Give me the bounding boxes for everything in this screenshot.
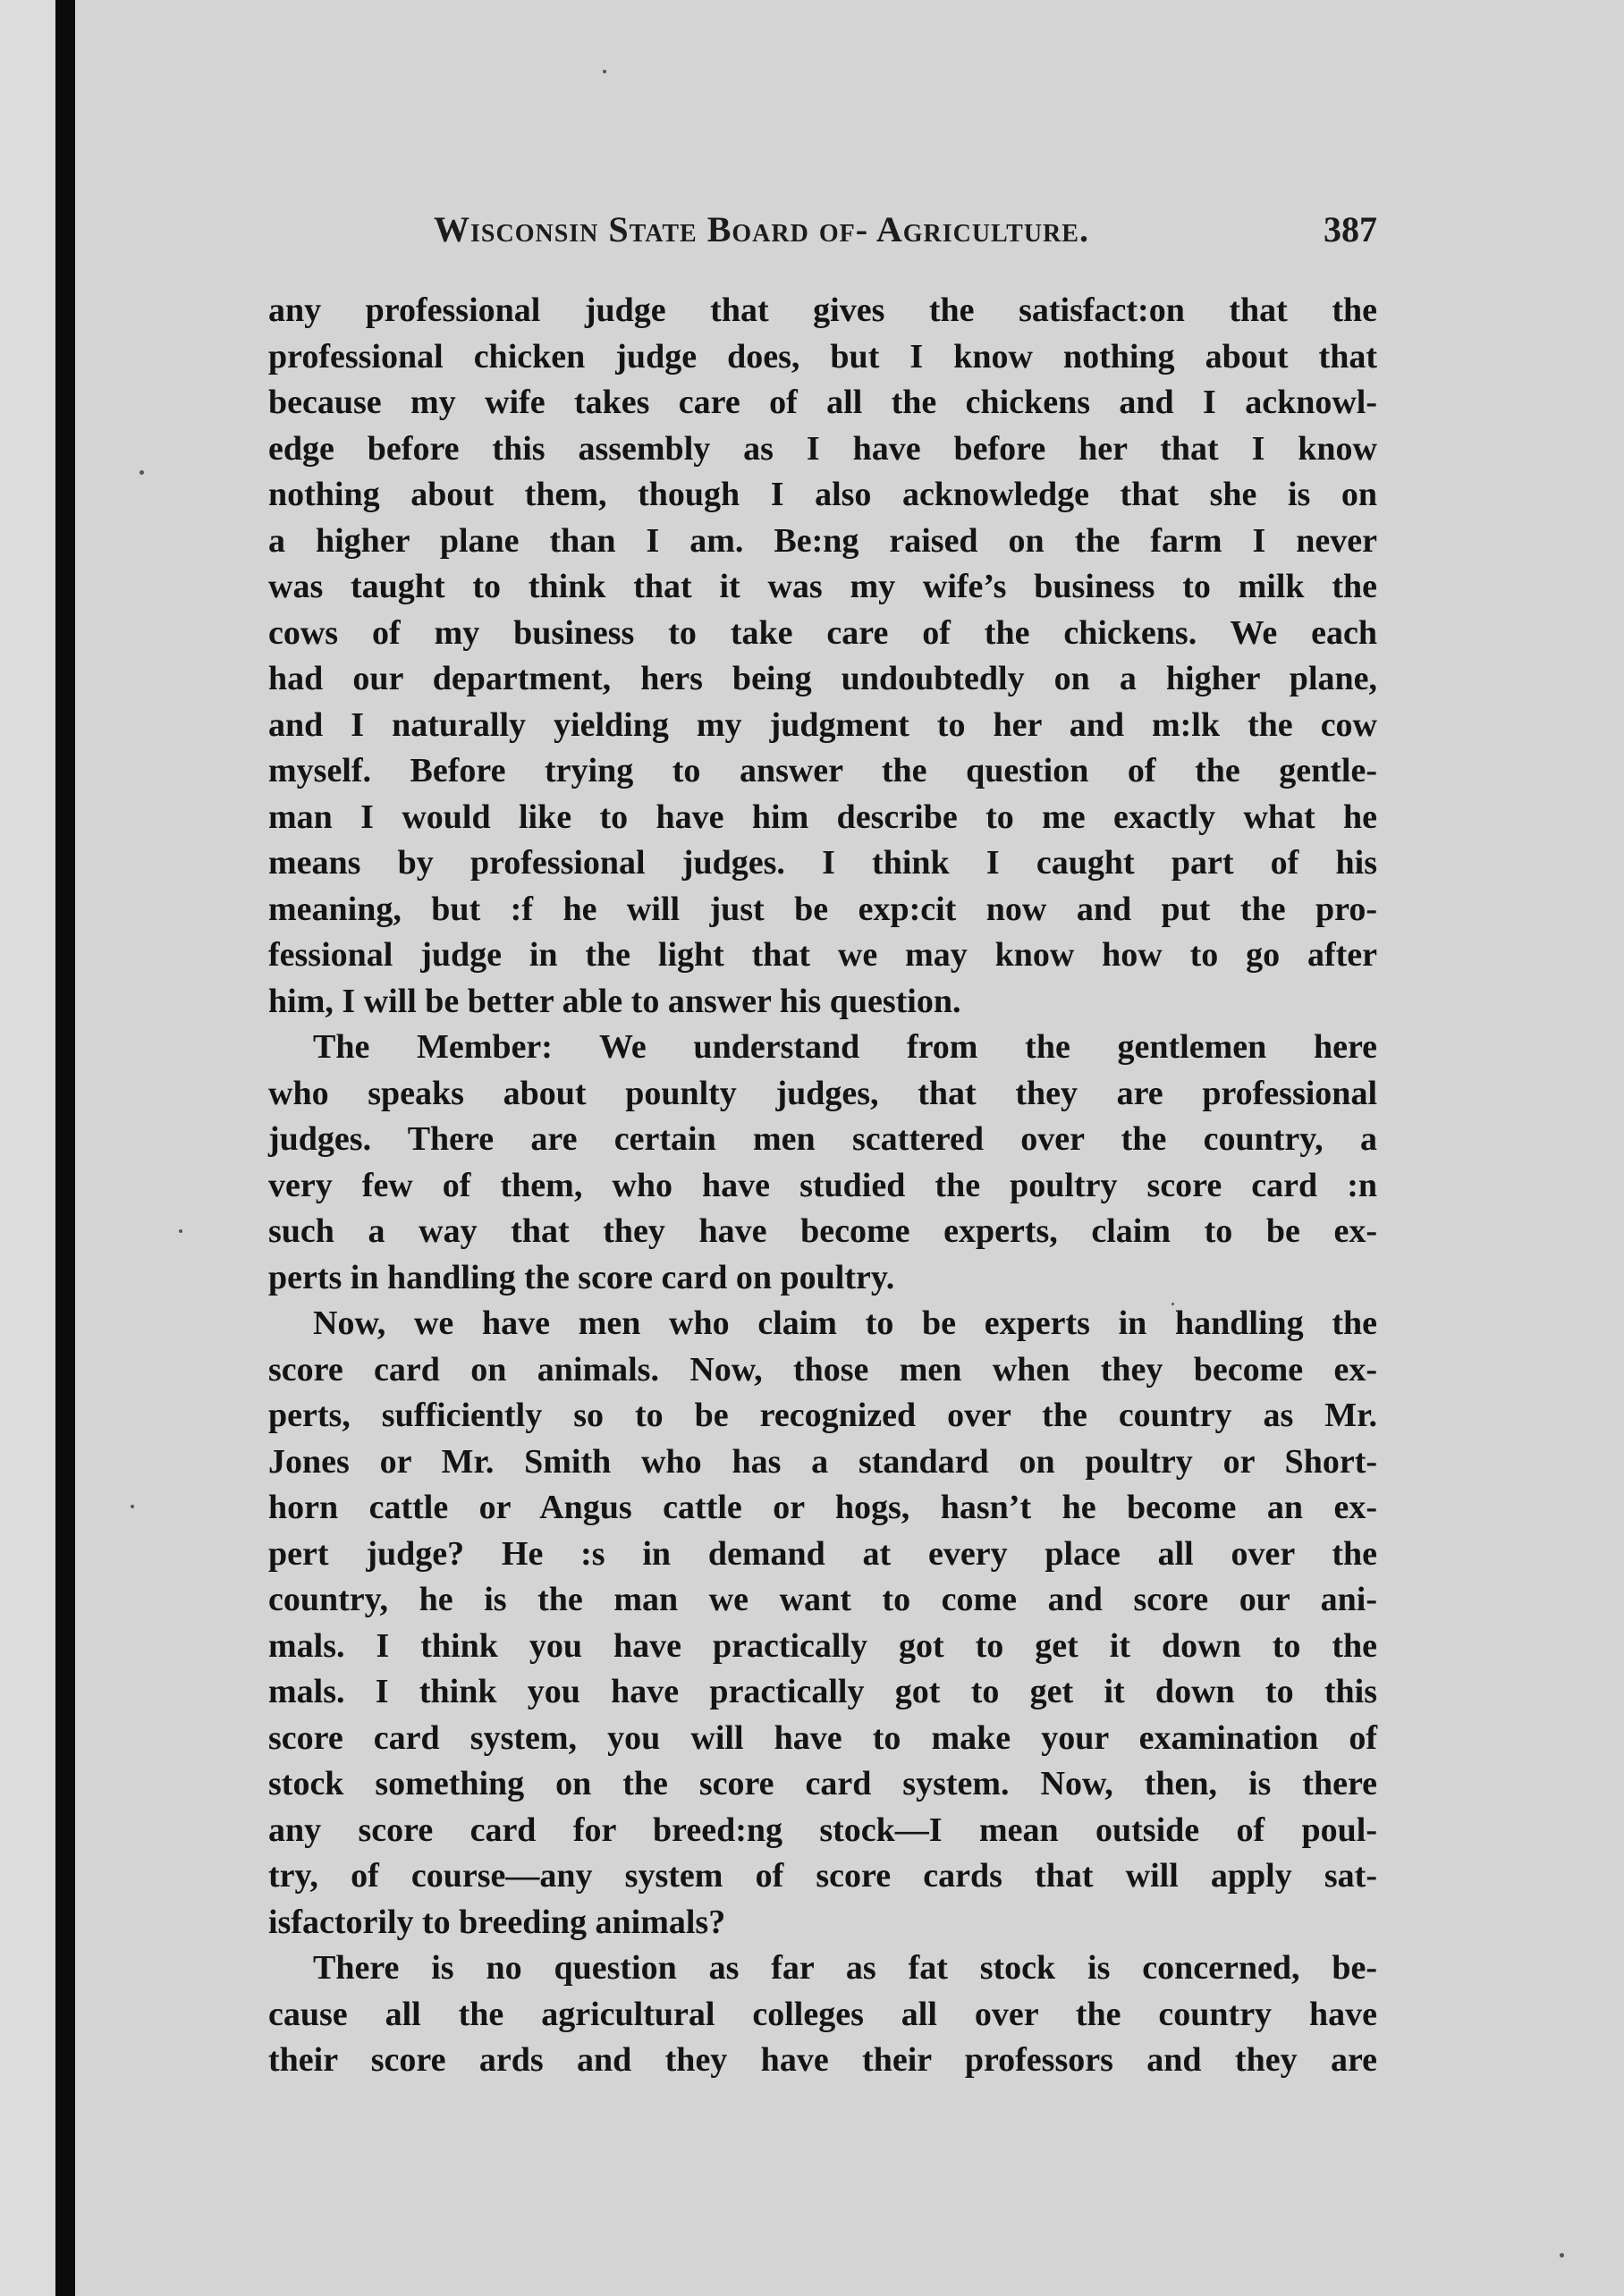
text-line: country, he is the man we want to come and score our ani- (268, 1581, 1377, 1618)
text-line: perts, sufficiently so to be recognized over the country as Mr. (268, 1397, 1377, 1434)
text-line: try, of course—any system of score cards that will apply sat- (268, 1857, 1377, 1895)
body-text (268, 288, 1377, 2084)
text-line: very few of them, who have studied the poultry score card :n (268, 1166, 1377, 1204)
speck (140, 470, 144, 475)
text-line: meaning, but :f he will just be exp:cit now and put the pro- (268, 890, 1377, 928)
text-line: perts in handling the score card on poultry. (268, 1258, 895, 1296)
text-line: because my wife takes care of all the chickens and I acknowl- (268, 384, 1377, 421)
text-line: horn cattle or Angus cattle or hogs, hasn’t he become an ex- (268, 1489, 1377, 1526)
text-line: such a way that they have become experts, claim to be ex- (268, 1212, 1377, 1250)
text-line: and I naturally yielding my judgment to her and m:lk the cow (268, 705, 1377, 744)
text-line: cows of my business to take care of the chickens. We each (268, 613, 1377, 652)
running-head (268, 208, 1377, 253)
text-line: him, I will be better able to answer his question. (268, 982, 961, 1020)
text-line: who speaks about pounlty judges, that they are professional (268, 1074, 1377, 1112)
text-line: professional chicken judge does, but I know nothing about that (268, 337, 1377, 376)
text-line: nothing about them, though I also acknowledge that she is on (268, 476, 1377, 513)
text-line: fessional judge in the light that we may know how to go after (268, 936, 1377, 974)
page-number: 387 (1324, 209, 1377, 249)
text-line: myself. Before trying to answer the question of the gentle- (268, 752, 1377, 789)
text-line: isfactorily to breeding animals? (268, 1903, 726, 1941)
running-title: Wisconsin State Board of- Agriculture. (434, 209, 1089, 249)
text-line: There is no question as far as fat stock is concerned, be- (313, 1949, 1377, 1987)
text-line: The Member: We understand from the gentlemen here (313, 1028, 1377, 1066)
gutter-shadow (55, 0, 75, 2296)
speck (131, 1505, 134, 1508)
text-line: any professional judge that gives the satisfact:on that the (268, 291, 1377, 329)
text-line: had our department, hers being undoubtedly on a higher plane, (268, 660, 1377, 697)
text-line: Jones or Mr. Smith who has a standard on poultry or Short- (268, 1442, 1377, 1481)
speck (603, 70, 606, 73)
text-line: man I would like to have him describe to me exactly what he (268, 798, 1377, 836)
text-line: mals. I think you have practically got to get it down to this (268, 1673, 1377, 1710)
text-line: Now, we have men who claim to be experts in handling the (313, 1304, 1377, 1342)
left-margin (0, 0, 55, 2296)
text-line: a higher plane than I am. Be:ng raised on the farm I never (268, 521, 1377, 560)
text-line: score card system, you will have to make your examination of (268, 1718, 1377, 1757)
text-line: mals. I think you have practically got to get it down to the (268, 1626, 1377, 1665)
text-line: stock something on the score card system. Now, then, is there (268, 1765, 1377, 1802)
text-line: was taught to think that it was my wife’s business to milk the (268, 568, 1377, 605)
speck (1560, 2253, 1564, 2258)
speck (179, 1229, 182, 1233)
text-line: any score card for breed:ng stock—I mean outside of poul- (268, 1811, 1377, 1849)
text-line: cause all the agricultural colleges all over the country have (268, 1995, 1377, 2033)
text-line: their score ards and they have their professors and they are (268, 2041, 1377, 2079)
text-line: edge before this assembly as I have before her that I know (268, 429, 1377, 468)
text-line: score card on animals. Now, those men when they become ex- (268, 1350, 1377, 1389)
text-line: pert judge? He :s in demand at every place all over the (268, 1534, 1377, 1573)
text-line: judges. There are certain men scattered over the country, a (268, 1120, 1377, 1158)
text-line: means by professional judges. I think I caught part of his (268, 844, 1377, 882)
